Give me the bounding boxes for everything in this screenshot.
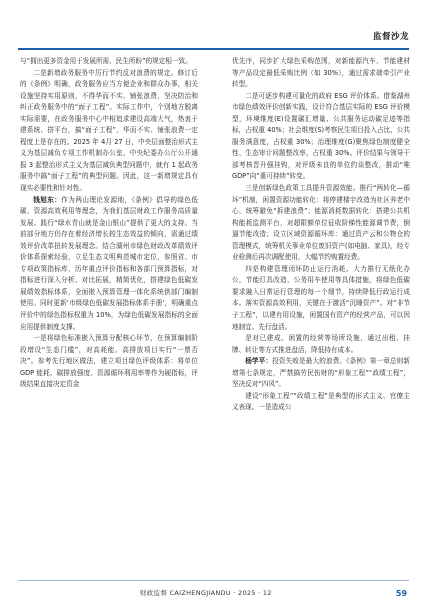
paragraph: 优先序，同步扩大绿色采购范围，对新能源汽车、节能建材等产品设定最低采购比例（如 30%），通过需求端牵引产业转型。: [232, 57, 410, 89]
right-column: [232, 56, 410, 414]
paragraph: [232, 356, 410, 391]
paragraph: 二是可逐步构建可量化的政府 ESG 评价体系。借鉴湖州市绿色绩效评价创新实践，设计符合基层实际的 ESG 评价模型，环境维度(E)设置碳汇增量、公共服务运动碳足迹等指标，占权重 40%；社会维度(S)考察民生项目投入占比、公共服务满意度，占权重 30%；治理维度(G)聚焦绿色制度健全性、生态审计问题整改率，占权重 30%。评价结果与领导干部考核晋升强挂钩，对评级未良的单位约谈整改，推动“唯 GDP”向“重可持续”转变。: [232, 91, 410, 181]
paragraph-text: 作为两山理论发源地，《条例》倡导的绿色低碳、资源高效利用等理念，为我们基层财政工作服务高质量发展、践行“绿水青山就是金山银山”提供了更大的支持。当前部分地方仍存在着经济增长较生态效益的倾向，需通过绩效评价改革扭转发展理念。结合湖州市绿色财政改革绩效评价体系探索经验，立足生态文明典范城市定位，参照省、市专项政策指标库，历年重点评价指标和各部门预算指标，对指标进行深入分析、对比拓展，精简优化，搭建绿色低碳发展绩效指标体系，全面嵌入预算管理一体化系统供部门编制使用。同时更新‘市级绿色低碳发展指标体系手册’，明确重点评价中的绿色指标权重为 10%，为绿色低碳发展指标的全面应用提供制度支撑。: [20, 195, 199, 331]
section-title: 监督沙龙: [372, 32, 409, 42]
paragraph: 建设“形象工程”“政绩工程”是典型的形式主义、官僚主义表现。一是造成公: [232, 391, 410, 412]
paragraph: 是对已建成、闲置的经营等场所设施，通过出租、挂牌、转让等方式推进盘活，降低持有成本。: [232, 334, 410, 354]
paragraph: 四是构建管理闭环防止运行消耗。大力推行无纸化办公，节能灯具改造、公务用车使用等具体措施，将绿色低碳要求融入日常运行管理的每一个细节，持续降低行政运行成本。落实资源高效利用，关键在于激活“沉睡资产”。对“非节子工程”，以建有用设施，闲置国有资产的经营产品，可以因地制宜、先行盘活。: [232, 264, 410, 331]
page-number: 59: [395, 589, 407, 598]
paragraph: 三是创新绿色政策工具提升资源效能。推行“两转化—循环”机制，闲置资源功能转化：将停建楼宇改造为社区养老中心，统筹避免“拆建浪费”；能源消耗数据转化：搭建公共机构能耗监测平台，对超限额单位征收阶梯性能源调节费，倒逼节能改造；设立区域资源循环库：通过资产云和公物仓的管理模式，统筹机关事业单位废旧资产(如电脑、家具)，经专业检测后再次调配使用，大幅节约购置经费。: [232, 184, 410, 262]
journal-footer: 财政监督 CAIZHENGJIANDU · 2025 · 12: [140, 589, 272, 597]
header-rule: [18, 48, 409, 50]
paragraph-text: 投资失败是最大的浪费。《条例》第一章总则新增第七条规定，严禁搞劳民伤财的“形象工程”“政绩工程”，坚决反对“四风”。: [232, 357, 410, 389]
speaker-name: 杨学平：: [245, 357, 273, 366]
left-column: [20, 56, 198, 391]
paragraph: 二是新增政务服务中厉行节约反对浪费的规定。修订后的《条例》明确，政务服务应当方便企业和群众办事，相关设施坚持实用原则，不得华而不实、铺张浪费，坚决防治和纠正政务服务中的“面子工程”。实际工作中，个别地方脱离实际需要，在政务服务中心中相追求建设高端大气，热衷于建系统、搭平台，搞“面子工程”，华而不实、铺张浪费一定程度上是存在的。2025 年 4月 27 日，中央层面整治形式主义为基层减负专项工作机制办公室、中央纪委办公厅公开通报 3 起整治形式主义为基层减负典型问题中，就有 1 起政务服务中搞“面子工程”的典型问题。因此，这一新增规定具有现实必要性和针对性。: [20, 68, 198, 193]
paragraph: 一是将绿色标准嵌入预算分配核心环节，在预算编制阶段增设“生态门槛”，对高耗能、高排放项目实行“一票否决”。参考先行地区做法，建立项目绿色评级体系：将单位 GDP 能耗、碳排放强度、资源循环利用率等作为硬指标，评级结果直接决定资金: [20, 334, 198, 389]
footer-rule: [18, 580, 409, 581]
speaker-name: 钱旭东：: [33, 195, 62, 204]
paragraph: [20, 195, 198, 334]
paragraph: 与“拥出更多资金用于发展所需、民生所盼”的规定相一致。: [20, 57, 192, 65]
